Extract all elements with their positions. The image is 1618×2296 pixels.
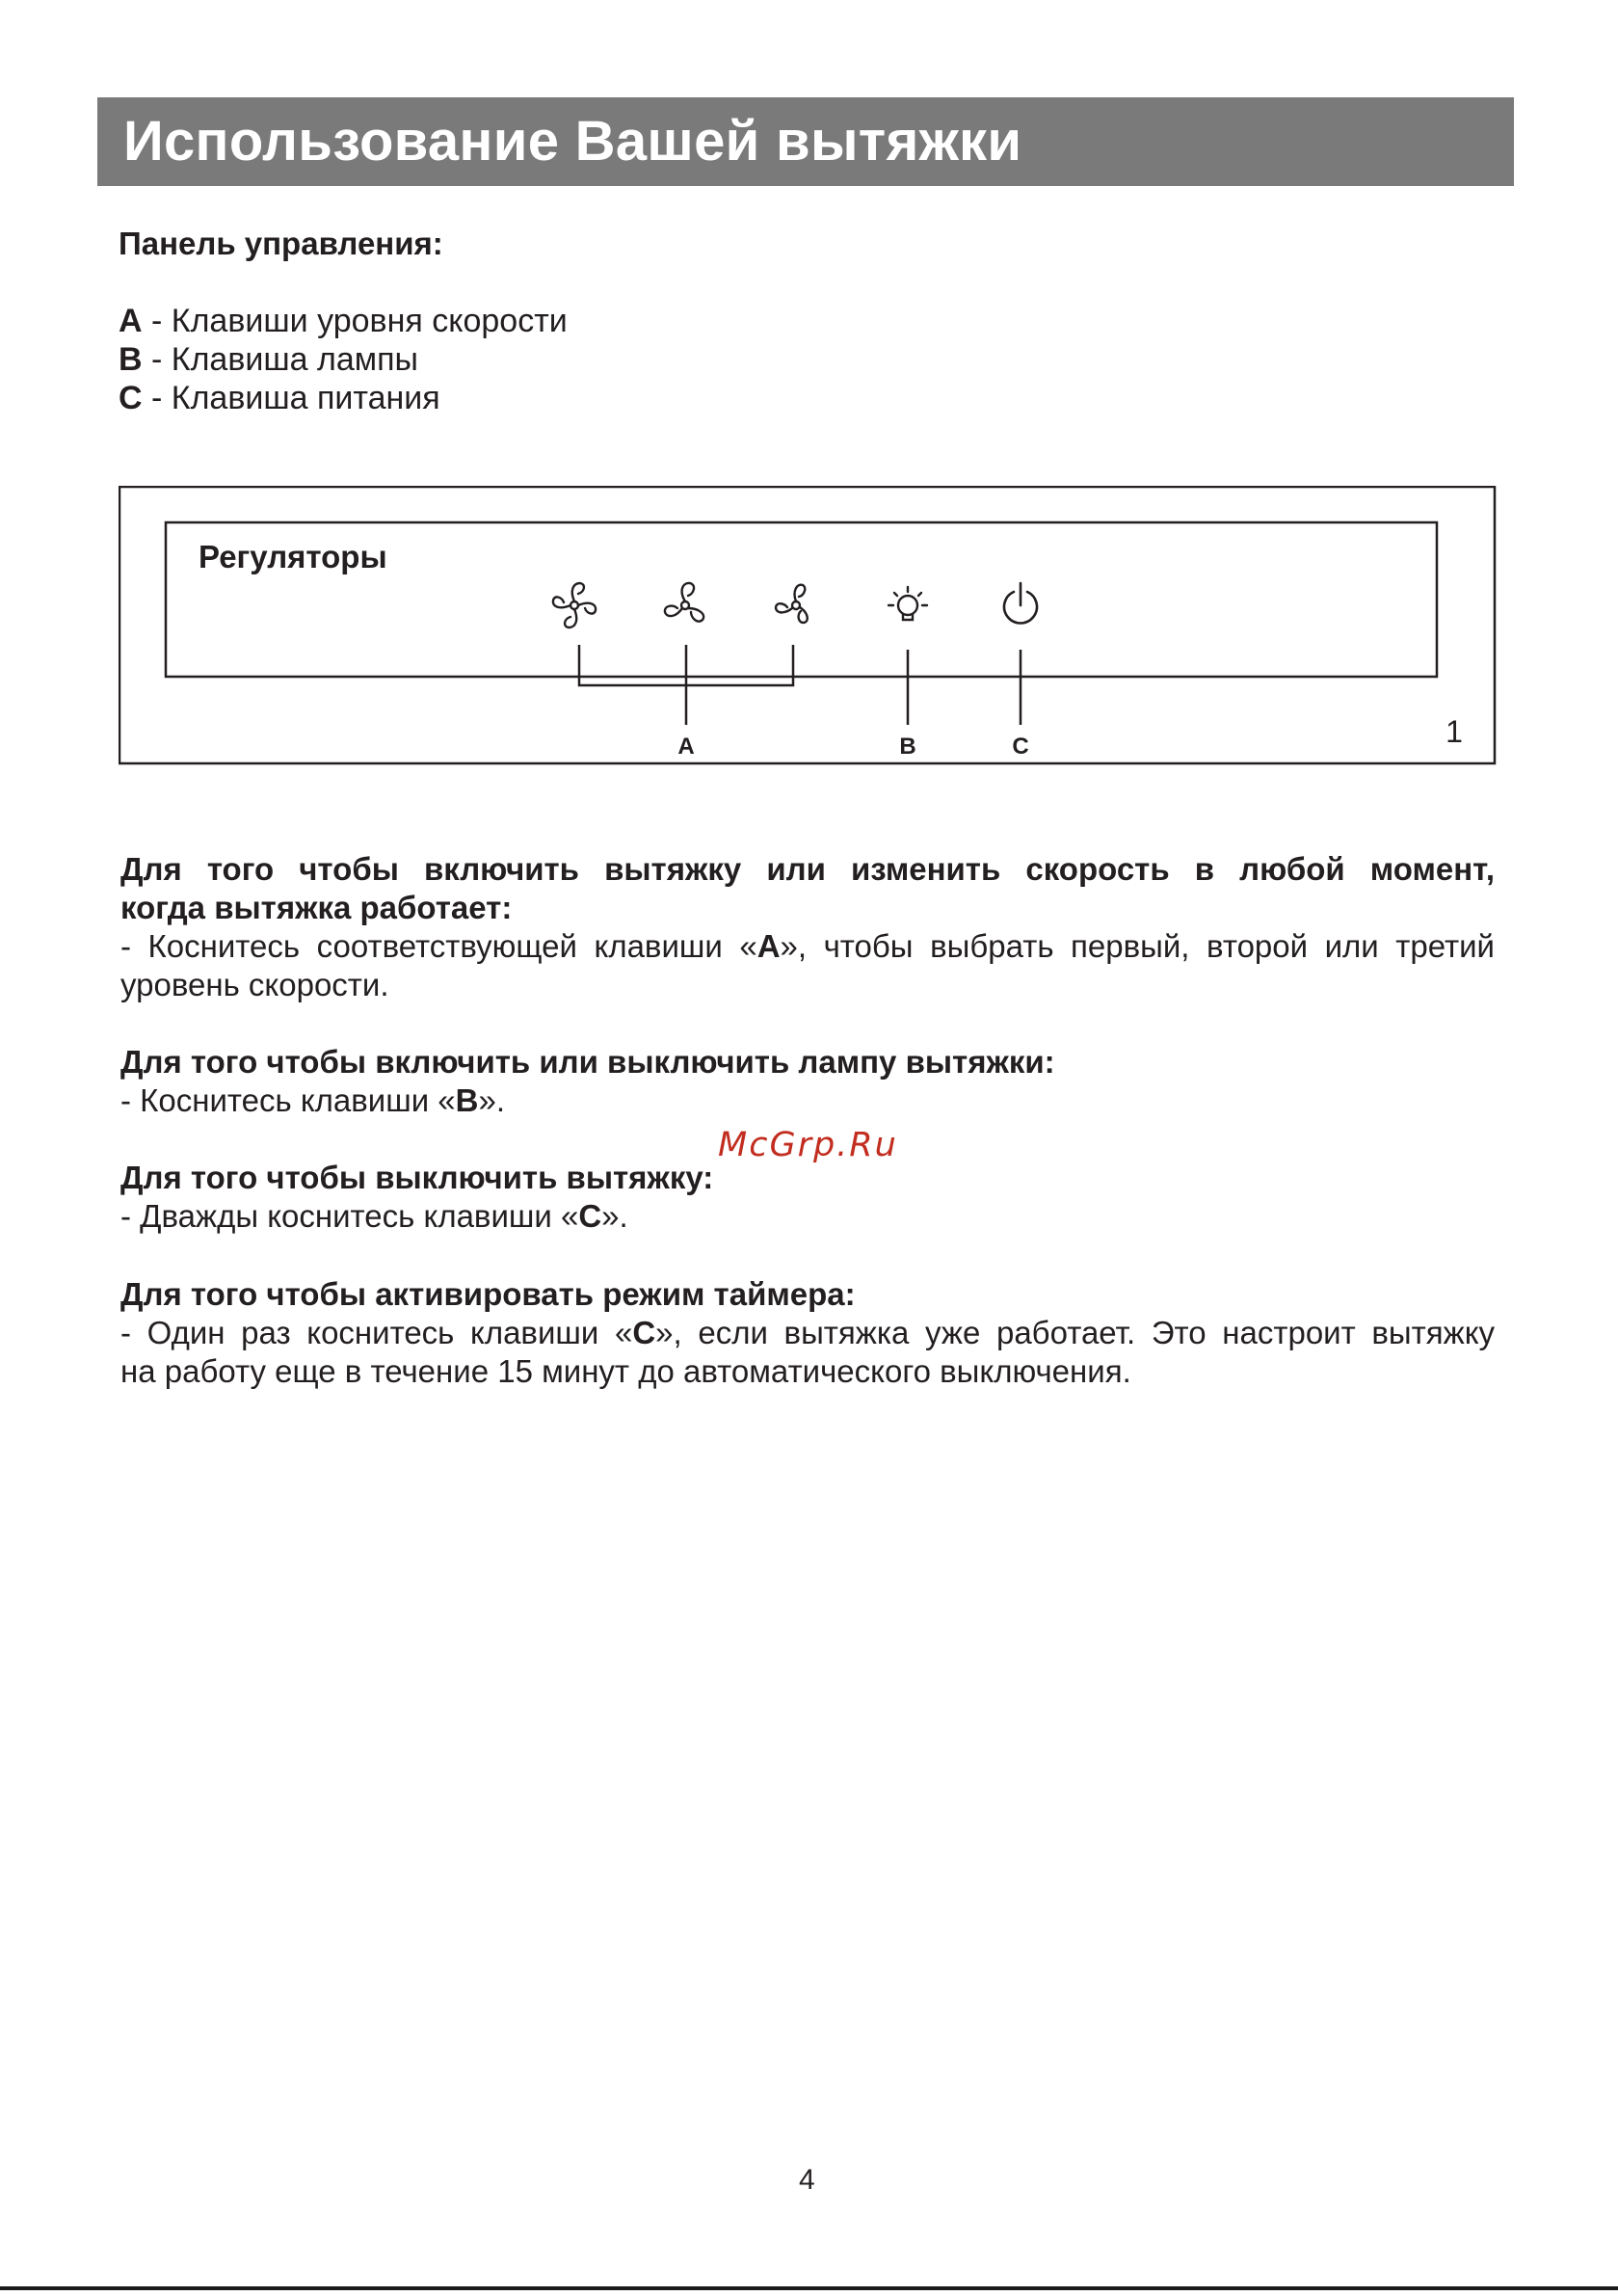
callout-b: B	[899, 734, 916, 760]
fan-speed-3-icon[interactable]	[776, 585, 808, 623]
key-label: C	[578, 1198, 602, 1234]
instruction-title: Для того чтобы активировать режим таймера:	[120, 1276, 856, 1312]
legend-key: A	[119, 303, 143, 339]
page-title: Использование Вашей вытяжки	[123, 110, 1022, 173]
control-legend	[119, 302, 568, 417]
instruction-title: Для того чтобы включить вытяжку или изменить скорость в любой момент,	[120, 851, 1495, 887]
fan-speed-1-icon[interactable]	[553, 583, 596, 627]
instruction-body: на работу еще в течение 15 минут до автоматического выключения.	[120, 1353, 1131, 1389]
key-label: C	[632, 1315, 656, 1350]
callout-lines	[579, 645, 1021, 725]
lamp-icon[interactable]	[889, 587, 927, 620]
instruction-body: - Дважды коснитесь клавиши «C».	[120, 1198, 628, 1234]
instruction-body: - Коснитесь клавиши «B».	[120, 1082, 506, 1118]
callout-c: C	[1012, 734, 1029, 760]
instruction-off	[120, 1159, 1495, 1236]
legend-item	[119, 302, 568, 340]
bottom-rule	[0, 2286, 1618, 2290]
power-icon[interactable]	[1004, 583, 1037, 623]
control-panel-diagram	[119, 486, 1497, 765]
key-label: A	[756, 928, 781, 964]
instruction-timer	[120, 1275, 1495, 1391]
diagram-frame	[119, 487, 1495, 763]
title-banner	[97, 97, 1514, 186]
control-panel-heading: Панель управления:	[119, 226, 443, 261]
instruction-speed	[120, 850, 1495, 1004]
legend-item	[119, 340, 568, 379]
legend-text: - Клавиши уровня скорости	[142, 303, 568, 339]
legend-text: - Клавиша питания	[142, 380, 440, 416]
instruction-lamp	[120, 1043, 1495, 1120]
instruction-body: - Один раз коснитесь клавиши «C», если вытяжка уже работает. Это настроит вытяжку	[120, 1315, 1496, 1350]
watermark: McGrp.Ru	[718, 1126, 898, 1164]
page-number: 4	[799, 2164, 815, 2196]
callout-a: A	[677, 734, 695, 760]
legend-text: - Клавиша лампы	[142, 341, 418, 378]
legend-key: B	[119, 341, 143, 378]
instruction-body: уровень скорости.	[120, 967, 389, 1002]
instruction-body: - Коснитесь соответствующей клавиши «A», чтобы выбрать первый, второй или третий	[120, 928, 1495, 964]
key-label: B	[455, 1082, 479, 1118]
figure-number: 1	[1446, 714, 1463, 749]
legend-item	[119, 379, 568, 417]
instruction-title: Для того чтобы включить или выключить лампу вытяжки:	[120, 1044, 1055, 1080]
legend-key: C	[119, 380, 143, 416]
instruction-title: когда вытяжка работает:	[120, 890, 513, 925]
fan-speed-2-icon[interactable]	[665, 583, 703, 622]
instruction-title: Для того чтобы выключить вытяжку:	[120, 1160, 714, 1195]
panel-label: Регуляторы	[199, 539, 387, 574]
